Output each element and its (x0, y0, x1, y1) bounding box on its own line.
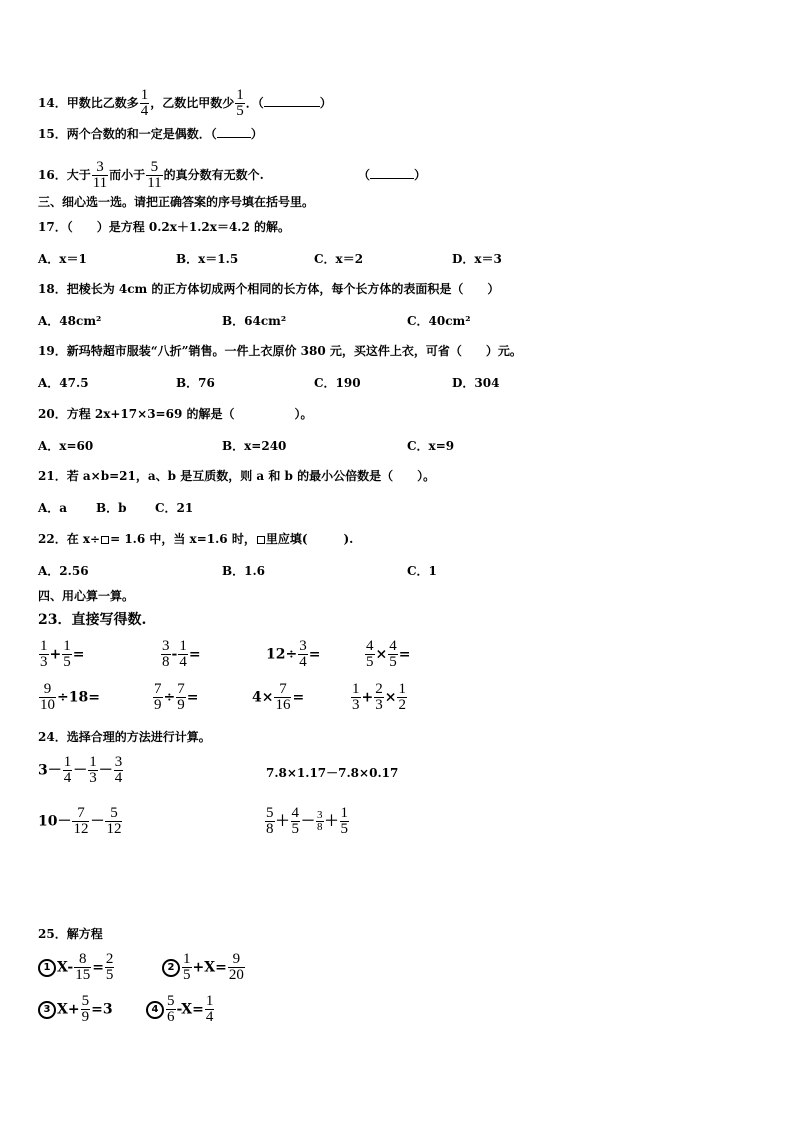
q-text: 22．在 x÷ (38, 532, 101, 546)
option-a[interactable]: A．a (38, 501, 68, 515)
q-text: ，乙数比甲数少 (150, 96, 235, 110)
q-text: 的真分数有无数个. (163, 168, 264, 182)
box-symbol (257, 536, 265, 544)
q-text: ．（ (245, 96, 264, 110)
q-number: 16． (38, 168, 67, 182)
calc-expression: 3－ $\frac{1}{4}$ － $\frac{1}{3}$ － $\frac{3}{4}$ (38, 754, 123, 786)
q-text: 大于 (66, 168, 91, 182)
option-c[interactable]: C．1 (407, 564, 437, 578)
calc-item: $\frac{1}{3}$ + $\frac{2}{3}$ × $\frac{1}{2}$ (352, 681, 406, 713)
option-a[interactable]: A．47.5 (38, 376, 89, 390)
equation-2: 2 $\frac{1}{5}$ +X= $\frac{9}{20}$ (162, 952, 246, 983)
option-a[interactable]: A．x＝1 (38, 252, 87, 266)
question-18: 18．把棱长为 4cm 的正方体切成两个相同的长方体，每个长方体的表面积是（ ） (38, 282, 500, 296)
calc-expression: 10－ $\frac{7}{12}$ － $\frac{5}{12}$ (38, 805, 122, 837)
question-19: 19．新玛特超市服装“八折”销售。一件上衣原价 380 元，买这件上衣，可省（ ）元。 (38, 344, 522, 358)
question-24: 24．选择合理的方法进行计算。 (38, 730, 211, 744)
equation-4: 4 $\frac{5}{6}$ -X= $\frac{1}{4}$ (146, 994, 215, 1025)
calc-expression: $\frac{5}{8}$ ＋ $\frac{4}{5}$ － $\frac{3}{8}$ ＋ $\frac{1}{5}$ (266, 805, 348, 837)
option-d[interactable]: D．x＝3 (452, 252, 502, 266)
option-c[interactable]: C．40cm² (407, 314, 471, 328)
question-14 (38, 88, 332, 119)
calc-item: $\frac{7}{9}$ ÷ $\frac{7}{9}$ = (154, 681, 199, 713)
question-15 (38, 125, 263, 142)
calc-item: $\frac{3}{8}$ - $\frac{1}{4}$ = (162, 638, 201, 670)
q-text: 甲数比乙数多 (66, 96, 139, 110)
option-b[interactable]: B．x＝1.5 (176, 252, 239, 266)
equation-1: 1 X- $\frac{8}{15}$ = $\frac{2}{5}$ (38, 952, 115, 983)
option-a[interactable]: A．48cm² (38, 314, 102, 328)
option-a[interactable]: A．x=60 (38, 439, 94, 453)
fraction: $\frac{1}{5}$ (236, 87, 244, 119)
option-c[interactable]: C．21 (155, 501, 194, 515)
q-text: ） (414, 168, 427, 182)
option-b[interactable]: B．b (96, 501, 127, 515)
question-23: 23．直接写得数. (38, 612, 147, 628)
option-b[interactable]: B．x=240 (222, 439, 287, 453)
q-text: ） (319, 96, 332, 110)
box-symbol (101, 536, 109, 544)
calc-item: $\frac{1}{3}$ + $\frac{1}{5}$ = (40, 638, 85, 670)
calc-item: $\frac{9}{10}$ ÷18= (40, 681, 100, 713)
circled-number: 3 (38, 1001, 56, 1019)
circled-number: 1 (38, 959, 56, 977)
q-number: 14． (38, 96, 67, 110)
option-c[interactable]: C．x=9 (407, 439, 455, 453)
answer-blank[interactable] (264, 94, 320, 107)
circled-number: 4 (146, 1001, 164, 1019)
option-b[interactable]: B．64cm² (222, 314, 287, 328)
q-text: 而小于 (109, 168, 146, 182)
option-b[interactable]: B．1.6 (222, 564, 266, 578)
option-d[interactable]: D．304 (452, 376, 500, 390)
question-22 (38, 531, 353, 547)
calc-item: 4× $\frac{7}{16}$ = (252, 681, 305, 713)
q-text: ） (250, 127, 263, 141)
q-text: 15．两个合数的和一定是偶数．（ (38, 127, 217, 141)
q-text: = 1.6 中，当 x=1.6 时， (110, 532, 256, 546)
calc-item: 12÷ $\frac{3}{4}$ = (266, 638, 321, 670)
option-c[interactable]: C．190 (314, 376, 361, 390)
question-25: 25．解方程 (38, 927, 103, 941)
answer-blank[interactable] (217, 125, 251, 138)
fraction: $\frac{1}{4}$ (140, 87, 149, 119)
option-b[interactable]: B．76 (176, 376, 215, 390)
calc-expression: 7.8×1.17－7.8×0.17 (266, 766, 399, 780)
question-16 (38, 160, 426, 191)
section-4-heading: 四、用心算一算。 (38, 589, 135, 603)
answer-blank[interactable] (370, 166, 414, 179)
calc-item: $\frac{4}{5}$ × $\frac{4}{5}$ = (366, 638, 411, 670)
fraction: $\frac{3}{11}$ (92, 159, 108, 191)
question-20: 20．方程 2x+17×3=69 的解是（ ）。 (38, 407, 313, 421)
q-text: 里应填( ). (265, 532, 354, 546)
option-a[interactable]: A．2.56 (38, 564, 89, 578)
question-21: 21．若 a×b=21，a、b 是互质数，则 a 和 b 的最小公倍数是（ ）。 (38, 469, 436, 483)
equation-3: 3 X+ $\frac{5}{9}$ =3 (38, 994, 113, 1025)
section-3-heading: 三、细心选一选。请把正确答案的序号填在括号里。 (38, 195, 315, 209)
option-c[interactable]: C．x＝2 (314, 252, 364, 266)
fraction: $\frac{5}{11}$ (147, 159, 162, 191)
question-17: 17．（ ）是方程 0.2x＋1.2x＝4.2 的解。 (38, 220, 290, 234)
circled-number: 2 (162, 959, 180, 977)
q-text: （ (358, 168, 371, 182)
